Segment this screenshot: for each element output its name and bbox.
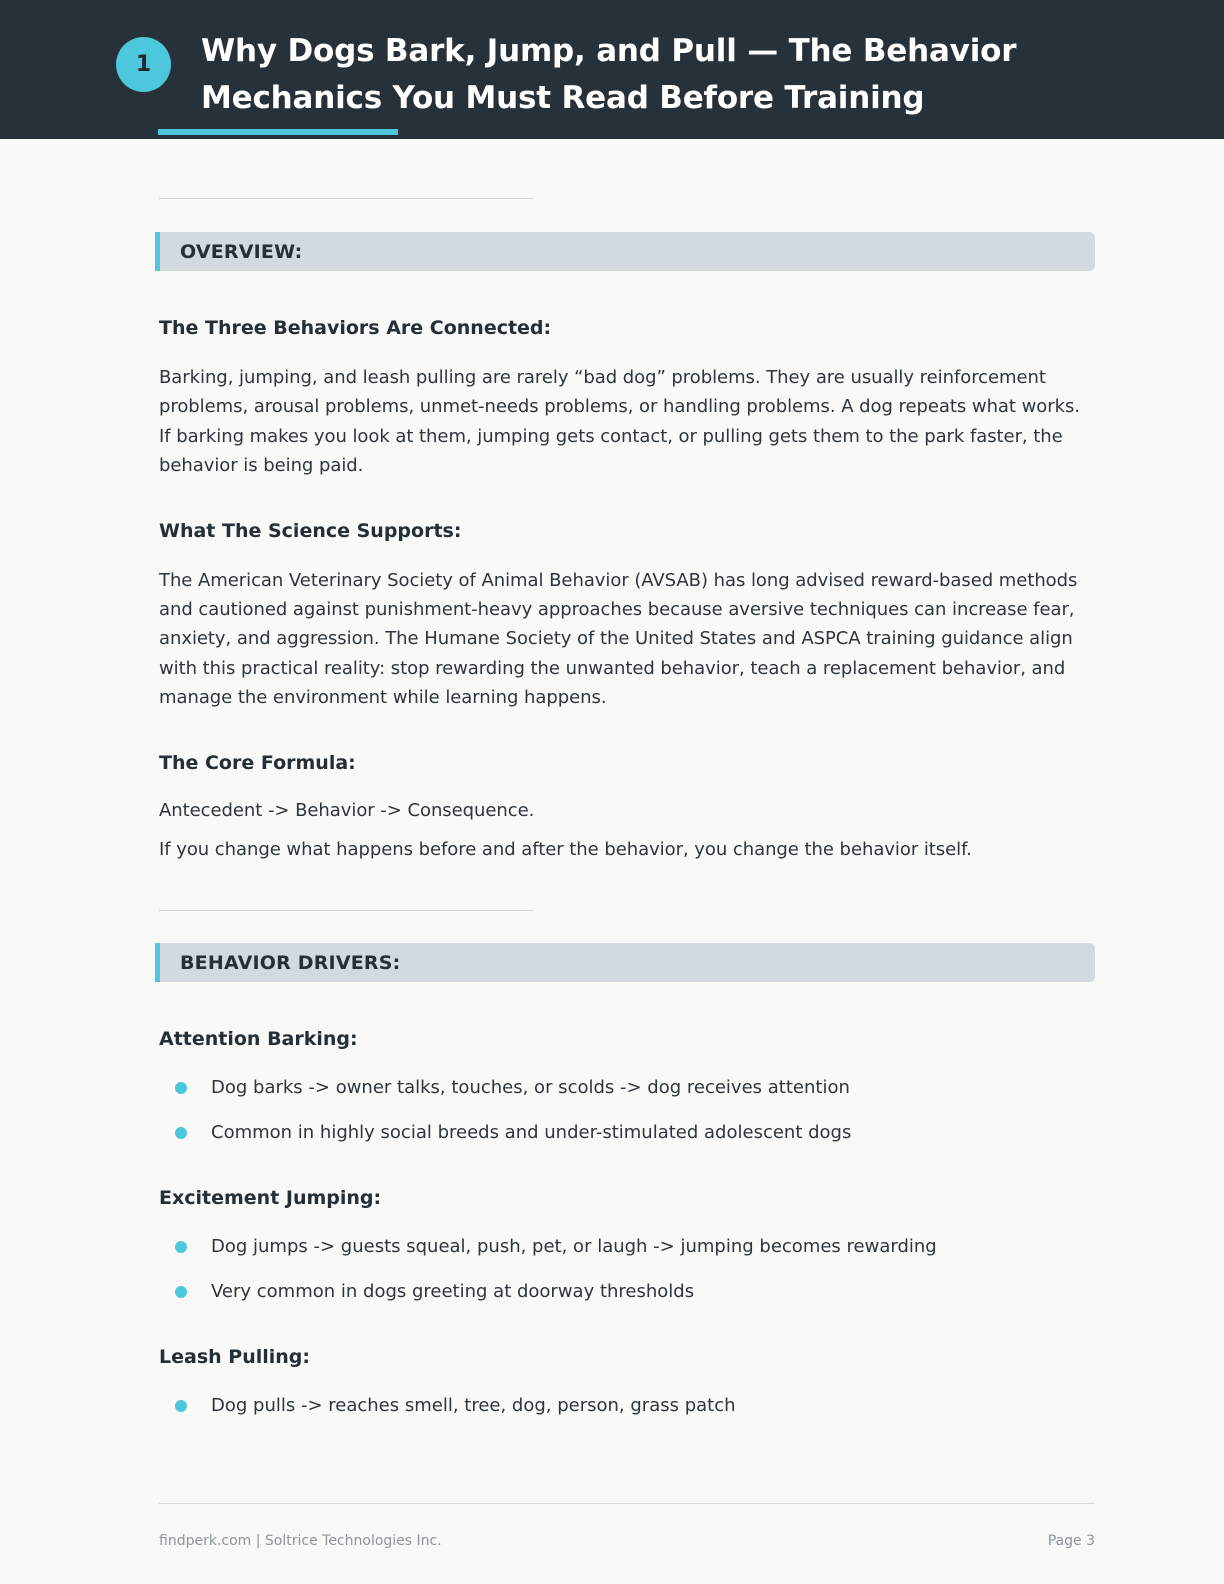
section-header-behavior-drivers: BEHAVIOR DRIVERS: bbox=[155, 943, 1095, 982]
bullet-dot-icon bbox=[175, 1127, 187, 1139]
list-item bbox=[159, 1279, 1095, 1305]
main-content bbox=[159, 139, 1095, 1419]
section-divider bbox=[159, 910, 533, 911]
chapter-number-badge: 1 bbox=[116, 37, 171, 92]
list-item-text: Dog barks -> owner talks, touches, or scolds -> dog receives attention bbox=[211, 1077, 850, 1099]
list-item-text: Common in highly social breeds and under-stimulated adolescent dogs bbox=[211, 1122, 852, 1144]
bullet-dot-icon bbox=[175, 1241, 187, 1253]
subheading-excitement-jumping: Excitement Jumping: bbox=[159, 1187, 382, 1210]
excitement-jumping-list bbox=[159, 1234, 1095, 1305]
formula-explanation: If you change what happens before and after the behavior, you change the behavior itself. bbox=[159, 839, 972, 861]
section-divider bbox=[159, 198, 533, 199]
page-number: Page 3 bbox=[1047, 1533, 1095, 1549]
paragraph-three-behaviors: Barking, jumping, and leash pulling are rarely “bad dog” problems. They are usually reinforcement problems, arousal problems, unmet-needs problems, or handling problems. A dog repeats what works. If barking makes you look at them, jumping gets contact, or pulling gets them to the park faster, the behavior is being paid. bbox=[159, 367, 1080, 477]
bullet-dot-icon bbox=[175, 1082, 187, 1094]
bullet-dot-icon bbox=[175, 1286, 187, 1298]
footer-source: findperk.com | Soltrice Technologies Inc. bbox=[159, 1533, 442, 1549]
paragraph-science: The American Veterinary Society of Animal Behavior (AVSAB) has long advised reward-based methods and cautioned against punishment-heavy approaches because aversive techniques can increase fear, anxiety, and aggression. The Humane Society of the United States and ASPCA training guidance align with this practical reality: stop rewarding the unwanted behavior, teach a replacement behavior, and manage the environment while learning happens. bbox=[159, 569, 1078, 709]
section-header-overview: OVERVIEW: bbox=[155, 232, 1095, 271]
subheading-leash-pulling: Leash Pulling: bbox=[159, 1346, 310, 1369]
footer-divider bbox=[159, 1503, 1095, 1504]
list-item-text: Dog pulls -> reaches smell, tree, dog, person, grass patch bbox=[211, 1395, 736, 1417]
bullet-dot-icon bbox=[175, 1400, 187, 1412]
page-title: Why Dogs Bark, Jump, and Pull — The Behavior Mechanics You Must Read Before Training bbox=[201, 33, 1017, 116]
leash-pulling-list bbox=[159, 1393, 1095, 1419]
page-header bbox=[0, 0, 1224, 139]
list-item-text: Dog jumps -> guests squeal, push, pet, or laugh -> jumping becomes rewarding bbox=[211, 1236, 937, 1258]
attention-barking-list bbox=[159, 1075, 1095, 1146]
list-item bbox=[159, 1234, 1095, 1260]
subheading-core-formula: The Core Formula: bbox=[159, 751, 356, 774]
formula-line: Antecedent -> Behavior -> Consequence. bbox=[159, 799, 535, 821]
list-item-text: Very common in dogs greeting at doorway thresholds bbox=[211, 1281, 695, 1303]
subheading-three-behaviors: The Three Behaviors Are Connected: bbox=[159, 317, 552, 339]
title-accent-underline bbox=[158, 129, 398, 135]
list-item bbox=[159, 1120, 1095, 1146]
list-item bbox=[159, 1393, 1095, 1419]
subheading-science: What The Science Supports: bbox=[159, 519, 462, 542]
subheading-attention-barking: Attention Barking: bbox=[159, 1028, 358, 1051]
list-item bbox=[159, 1075, 1095, 1101]
